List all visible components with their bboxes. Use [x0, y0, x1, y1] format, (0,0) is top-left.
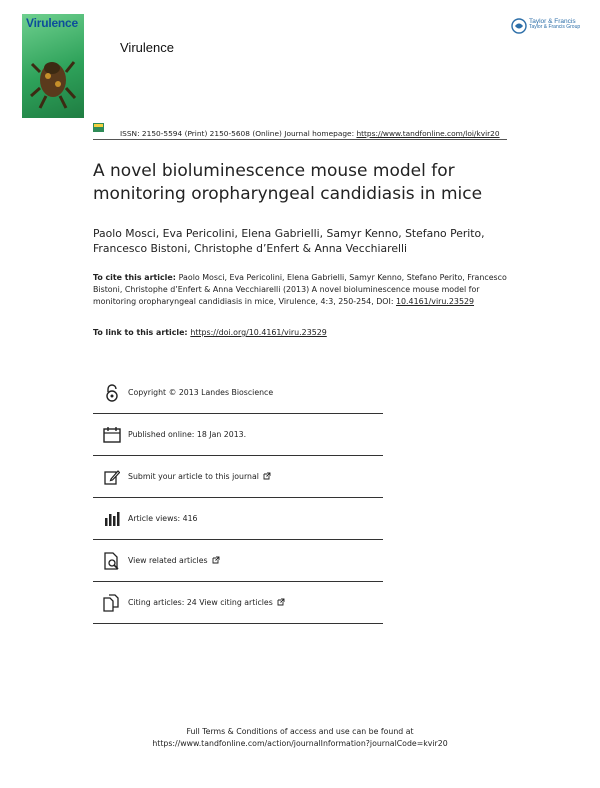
copyright-row — [93, 372, 383, 414]
footer-url-link[interactable]: https://www.tandfonline.com/action/journalInformation?journalCode=kvir20 — [152, 739, 448, 748]
article-title: A novel bioluminescence mouse model for monitoring oropharyngeal candidiasis in mice — [93, 161, 483, 204]
citing-articles-text[interactable] — [128, 598, 285, 607]
citing-articles-row[interactable] — [93, 582, 383, 624]
citation-text: Paolo Mosci, Eva Pericolini, Elena Gabrielli, Samyr Kenno, Stefano Perito, Francesco Bistoni, Christophe d’Enfert & Anna Vecchiarelli (2013) A novel bioluminescence mouse model for monitoring oropharyngeal candidiasis in mice, Virulence, 4:3, 250-254, DOI: — [93, 273, 507, 306]
citing-documents-icon — [101, 594, 123, 612]
bar-chart-icon — [101, 512, 123, 526]
journal-cover-image — [22, 14, 84, 118]
calendar-icon — [101, 427, 123, 443]
submit-label[interactable]: Submit your article to this journal — [128, 472, 259, 481]
submit-text[interactable] — [128, 472, 271, 481]
external-link-icon — [277, 598, 285, 606]
issn-line — [120, 129, 500, 138]
external-link-icon — [263, 472, 271, 480]
link-label: To link to this article: — [93, 328, 191, 337]
external-link-icon — [212, 556, 220, 564]
journal-thumbnail-icon — [93, 123, 104, 132]
doi-link[interactable]: 10.4161/viru.23529 — [396, 297, 475, 306]
cover-title: Virulence — [26, 16, 79, 30]
submit-pencil-icon — [101, 469, 123, 485]
citation-label: To cite this article: — [93, 273, 179, 282]
published-row — [93, 414, 383, 456]
footer-terms-text: Full Terms & Conditions of access and use can be found at — [186, 727, 414, 736]
link-to-article — [93, 328, 327, 337]
article-url-link[interactable]: https://doi.org/10.4161/viru.23529 — [190, 328, 327, 337]
article-info-list — [93, 372, 383, 624]
journal-homepage-link[interactable]: https://www.tandfonline.com/loi/kvir20 — [356, 129, 500, 138]
related-articles-text[interactable] — [128, 556, 220, 565]
article-authors: Paolo Mosci, Eva Pericolini, Elena Gabrielli, Samyr Kenno, Stefano Perito, Francesco Bistoni, Christophe d’Enfert & Anna Vecchiarelli — [93, 227, 485, 255]
publisher-logo[interactable] — [511, 16, 583, 40]
issn-text: ISSN: 2150-5594 (Print) 2150-5608 (Online) Journal homepage: — [120, 129, 357, 138]
citing-articles-label[interactable]: Citing articles: 24 View citing articles — [128, 598, 273, 607]
footer — [0, 726, 600, 750]
related-articles-label[interactable]: View related articles — [128, 556, 208, 565]
published-text: Published online: 18 Jan 2013. — [128, 430, 247, 439]
copyright-text: Copyright © 2013 Landes Bioscience — [128, 388, 274, 397]
publisher-logo-name: Taylor & Francis — [529, 18, 576, 25]
article-views-row — [93, 498, 383, 540]
publisher-logo-icon — [511, 18, 527, 34]
open-access-lock-icon — [101, 384, 123, 402]
citation-block — [93, 272, 513, 308]
article-views-text: Article views: 416 — [128, 514, 198, 523]
header-divider — [93, 139, 507, 140]
journal-name[interactable]: Virulence — [120, 40, 174, 55]
cover-illustration-icon — [30, 50, 76, 110]
publisher-logo-sub: Taylor & Francis Group — [529, 24, 581, 31]
related-articles-row[interactable] — [93, 540, 383, 582]
search-document-icon — [101, 552, 123, 570]
submit-row[interactable] — [93, 456, 383, 498]
